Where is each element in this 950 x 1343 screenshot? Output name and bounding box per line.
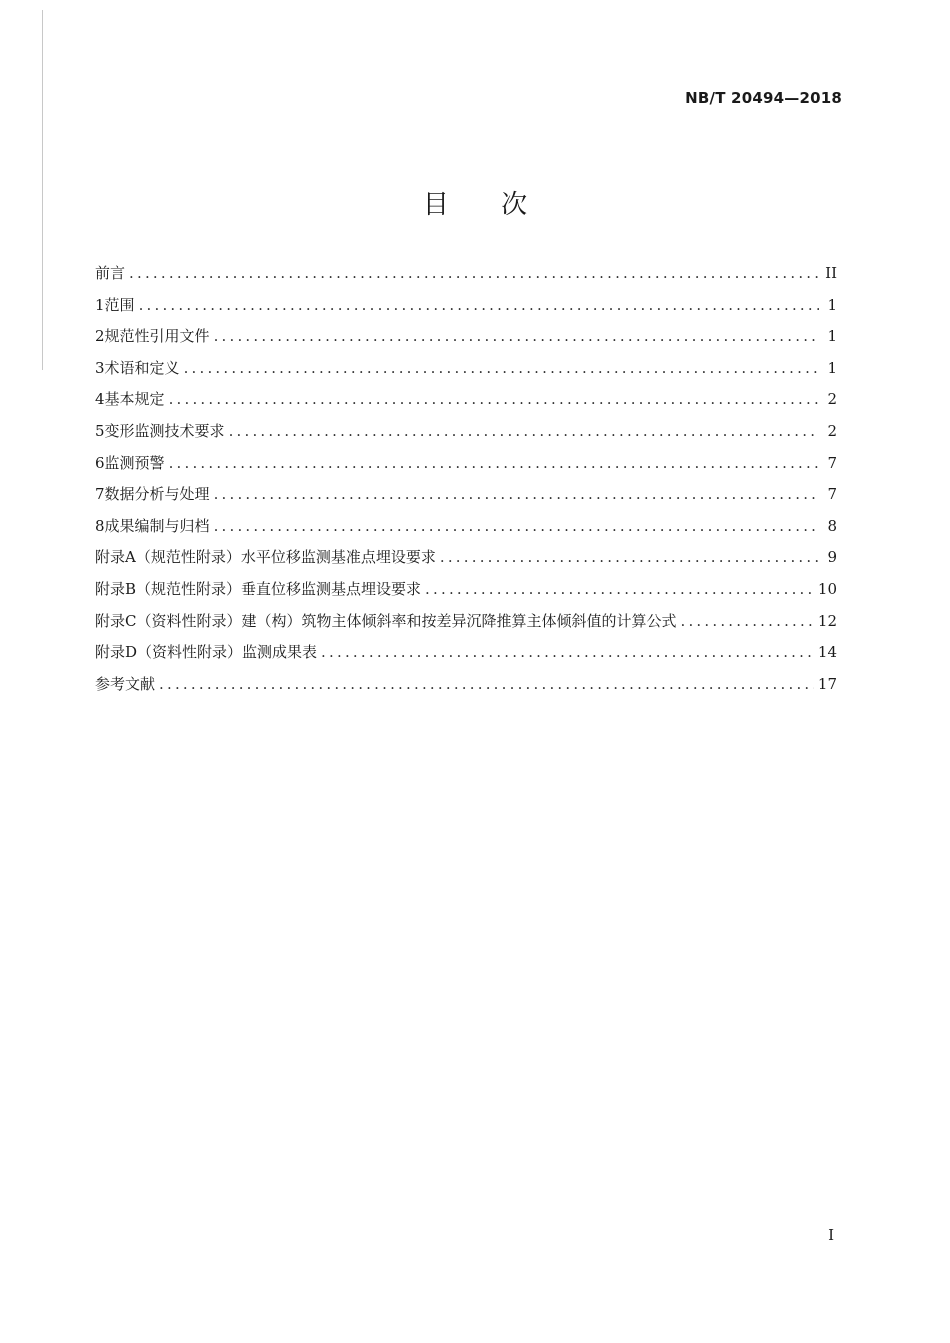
toc-entry-appendix-b[interactable]: [95, 578, 837, 610]
toc-entry-7[interactable]: [95, 483, 837, 515]
toc-entry-label: 参考文献: [95, 674, 156, 693]
page-title: 目 次: [422, 190, 550, 220]
toc-entry-page: II: [825, 264, 837, 282]
toc-entry-number: 6: [95, 453, 105, 472]
toc-entry-6[interactable]: [95, 452, 837, 484]
toc-entry-3[interactable]: [95, 357, 837, 389]
toc-entry-page: 12: [817, 611, 837, 630]
toc-entry-page: 1: [827, 358, 837, 377]
toc-appendix-prefix: 附录A（规范性附录）: [95, 548, 241, 567]
toc-entry-4[interactable]: [95, 388, 837, 420]
toc-leader-dots: [169, 390, 819, 408]
toc-entry-page: 17: [817, 674, 837, 693]
toc-entry-appendix-c[interactable]: [95, 610, 837, 642]
toc-entry-preface[interactable]: [95, 262, 837, 294]
toc-entry-page: 9: [827, 548, 837, 567]
toc-entry-label: 变形监测技术要求: [104, 421, 225, 440]
toc-leader-dots: [214, 517, 819, 535]
toc-leader-dots: [129, 264, 819, 282]
toc-entry-label: 水平位移监测基准点埋设要求: [240, 548, 436, 567]
toc-entry-number: 1: [95, 295, 105, 314]
toc-entry-number: 2: [95, 327, 105, 346]
toc-entry-label: 规范性引用文件: [104, 327, 210, 346]
toc-entry-page: 1: [827, 327, 837, 346]
table-of-contents: [95, 262, 837, 704]
toc-leader-dots: [214, 327, 819, 345]
toc-leader-dots: [184, 359, 819, 377]
toc-entry-label: 术语和定义: [104, 358, 180, 377]
toc-appendix-prefix: 附录B（规范性附录）: [95, 579, 242, 598]
toc-entry-page: 10: [817, 579, 837, 598]
toc-appendix-prefix: 附录D（资料性附录）: [95, 643, 243, 662]
toc-entry-label: 前言: [95, 264, 126, 282]
toc-leader-dots: [139, 296, 819, 314]
toc-entry-label: 数据分析与处理: [104, 485, 210, 504]
toc-entry-label: 基本规定: [104, 390, 165, 409]
toc-entry-number: 7: [95, 485, 105, 504]
toc-entry-8[interactable]: [95, 515, 837, 547]
toc-entry-page: 7: [827, 453, 837, 472]
toc-leader-dots: [321, 643, 814, 661]
toc-entry-page: 2: [827, 421, 837, 440]
toc-entry-1[interactable]: [95, 294, 837, 326]
toc-leader-dots: [440, 548, 819, 566]
toc-entry-5[interactable]: [95, 420, 837, 452]
toc-entry-page: 7: [827, 485, 837, 504]
toc-entry-page: 8: [827, 516, 837, 535]
toc-entry-page: 1: [827, 295, 837, 314]
toc-entry-number: 8: [95, 516, 105, 535]
toc-entry-number: 4: [95, 390, 105, 409]
toc-leader-dots: [214, 485, 819, 503]
toc-entry-label: 建（构）筑物主体倾斜率和按差异沉降推算主体倾斜值的计算公式: [241, 611, 677, 630]
toc-entry-page: 2: [827, 390, 837, 409]
toc-entry-2[interactable]: [95, 325, 837, 357]
toc-leader-dots: [425, 580, 814, 598]
toc-entry-references[interactable]: [95, 673, 837, 705]
toc-leader-dots: [681, 612, 814, 630]
toc-entry-appendix-d[interactable]: [95, 641, 837, 673]
toc-entry-appendix-a[interactable]: [95, 546, 837, 578]
toc-entry-label: 范围: [104, 295, 135, 314]
toc-entry-label: 监测预警: [104, 453, 165, 472]
toc-leader-dots: [229, 422, 819, 440]
page-number: I: [828, 1226, 834, 1244]
toc-entry-label: 成果编制与归档: [104, 516, 210, 535]
toc-entry-page: 14: [817, 643, 837, 662]
toc-leader-dots: [169, 454, 819, 472]
toc-entry-number: 3: [95, 358, 105, 377]
toc-entry-label: 监测成果表: [242, 643, 318, 662]
toc-entry-label: 垂直位移监测基点埋设要求: [241, 579, 422, 598]
toc-appendix-prefix: 附录C（资料性附录）: [95, 611, 242, 630]
toc-entry-number: 5: [95, 421, 105, 440]
toc-leader-dots: [159, 675, 814, 693]
document-code: NB/T 20494—2018: [685, 89, 842, 107]
